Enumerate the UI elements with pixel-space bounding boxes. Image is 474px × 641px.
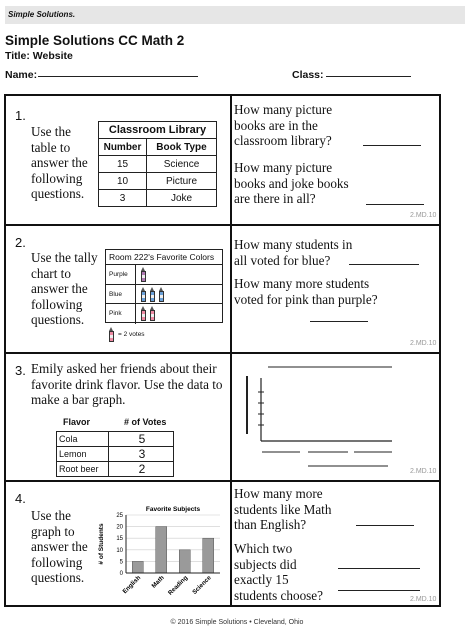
tally-row <box>106 304 222 324</box>
top-banner <box>5 6 465 24</box>
crayon-icon <box>141 306 146 321</box>
classroom-library-table <box>98 121 217 207</box>
chart-title: Favorite Subjects <box>145 506 201 513</box>
crayon-icon <box>150 287 155 302</box>
favorite-subjects-chart <box>94 502 226 602</box>
standard-label: 2.MD.10 <box>410 468 437 475</box>
answer-line[interactable] <box>356 525 414 526</box>
tally-row <box>106 265 222 285</box>
table-row: 10 Picture <box>99 173 217 190</box>
class-label: Class: <box>292 69 324 81</box>
answer-line[interactable] <box>366 204 424 205</box>
tally-row-label: Pink <box>106 304 136 324</box>
x-tick-label: Science <box>191 574 213 596</box>
page-subtitle: Title: Website <box>5 50 73 62</box>
bar <box>156 527 167 573</box>
x-tick-label: Math <box>150 574 166 590</box>
footer-copyright: © 2016 Simple Solutions • Cleveland, Ohio <box>170 619 304 626</box>
table-row: 3 Joke <box>99 190 217 207</box>
question-prompt: Emily asked her friends about their favorite drink flavor. Use the data to make a bar graph. <box>31 361 223 407</box>
row-divider <box>6 352 439 354</box>
table-row: Cola 5 <box>57 432 174 447</box>
y-tick-label: 15 <box>116 536 123 543</box>
row-divider <box>6 224 439 226</box>
y-tick-label: 25 <box>116 513 123 519</box>
bar <box>179 550 190 573</box>
answer-line[interactable] <box>338 590 420 591</box>
table-row: Root beer 2 <box>57 462 174 477</box>
table-header: Number <box>99 139 147 156</box>
y-tick-label: 0 <box>119 571 123 577</box>
brand-logo: Simple Solutions. <box>8 10 76 19</box>
standard-label: 2.MD.10 <box>410 340 437 347</box>
crayon-icon <box>159 287 164 302</box>
tally-row-label: Blue <box>106 285 136 304</box>
y-tick-label: 10 <box>116 547 123 554</box>
y-axis-label: # of Students <box>98 523 105 565</box>
table-row: Lemon 3 <box>57 447 174 462</box>
crayon-icon <box>150 306 155 321</box>
drink-flavor-table <box>56 431 174 477</box>
bar <box>132 561 143 573</box>
answer-line[interactable] <box>349 264 419 265</box>
question-number: 3. <box>15 363 26 378</box>
x-tick-label: English <box>121 574 143 596</box>
class-field[interactable] <box>326 76 411 77</box>
row-divider <box>6 480 439 482</box>
question-b: How many more students voted for pink than purple? <box>234 276 378 307</box>
question-b: How many picture books and joke books are there in all? <box>234 160 349 206</box>
y-tick-label: 5 <box>119 559 123 566</box>
page-title: Simple Solutions CC Math 2 <box>5 33 185 48</box>
bar <box>203 538 214 573</box>
table-title: Classroom Library <box>99 122 217 139</box>
question-prompt: Use the table to answer the following questions. <box>31 124 88 201</box>
tally-row-label: Purple <box>106 265 136 284</box>
tally-chart-title: Room 222's Favorite Colors <box>106 250 222 265</box>
question-number: 2. <box>15 235 26 250</box>
question-a: How many more students like Math than English? <box>234 486 332 532</box>
question-a: How many picture books are in the classroom library? <box>234 102 333 148</box>
blank-bar-graph[interactable] <box>240 362 440 474</box>
question-prompt: Use the graph to answer the following questions. <box>31 508 88 585</box>
question-b: Which two subjects did exactly 15 students choose? <box>234 541 323 603</box>
table-row: 15 Science <box>99 156 217 173</box>
key-label: = 2 votes <box>118 331 145 339</box>
answer-line[interactable] <box>310 321 368 322</box>
standard-label: 2.MD.10 <box>410 212 437 219</box>
crayon-icon <box>141 267 146 282</box>
answer-line[interactable] <box>338 568 420 569</box>
question-number: 4. <box>15 491 26 506</box>
tally-key <box>109 327 145 342</box>
worksheet-grid <box>4 94 441 607</box>
name-label: Name: <box>5 69 38 81</box>
table-header: Flavor <box>63 417 91 427</box>
crayon-icon <box>141 287 146 302</box>
tally-chart <box>105 249 223 323</box>
question-number: 1. <box>15 108 26 123</box>
question-a: How many students in all voted for blue? <box>234 237 353 268</box>
answer-line[interactable] <box>363 145 421 146</box>
y-tick-label: 20 <box>116 524 123 531</box>
name-field[interactable] <box>38 76 198 77</box>
table-header: # of Votes <box>124 417 167 427</box>
tally-row <box>106 285 222 305</box>
crayon-icon <box>109 327 114 342</box>
x-tick-label: Reading <box>166 574 190 597</box>
standard-label: 2.MD.10 <box>410 596 437 603</box>
table-header: Book Type <box>147 139 217 156</box>
question-prompt: Use the tally chart to answer the following questions. <box>31 250 98 327</box>
column-divider <box>230 96 232 605</box>
